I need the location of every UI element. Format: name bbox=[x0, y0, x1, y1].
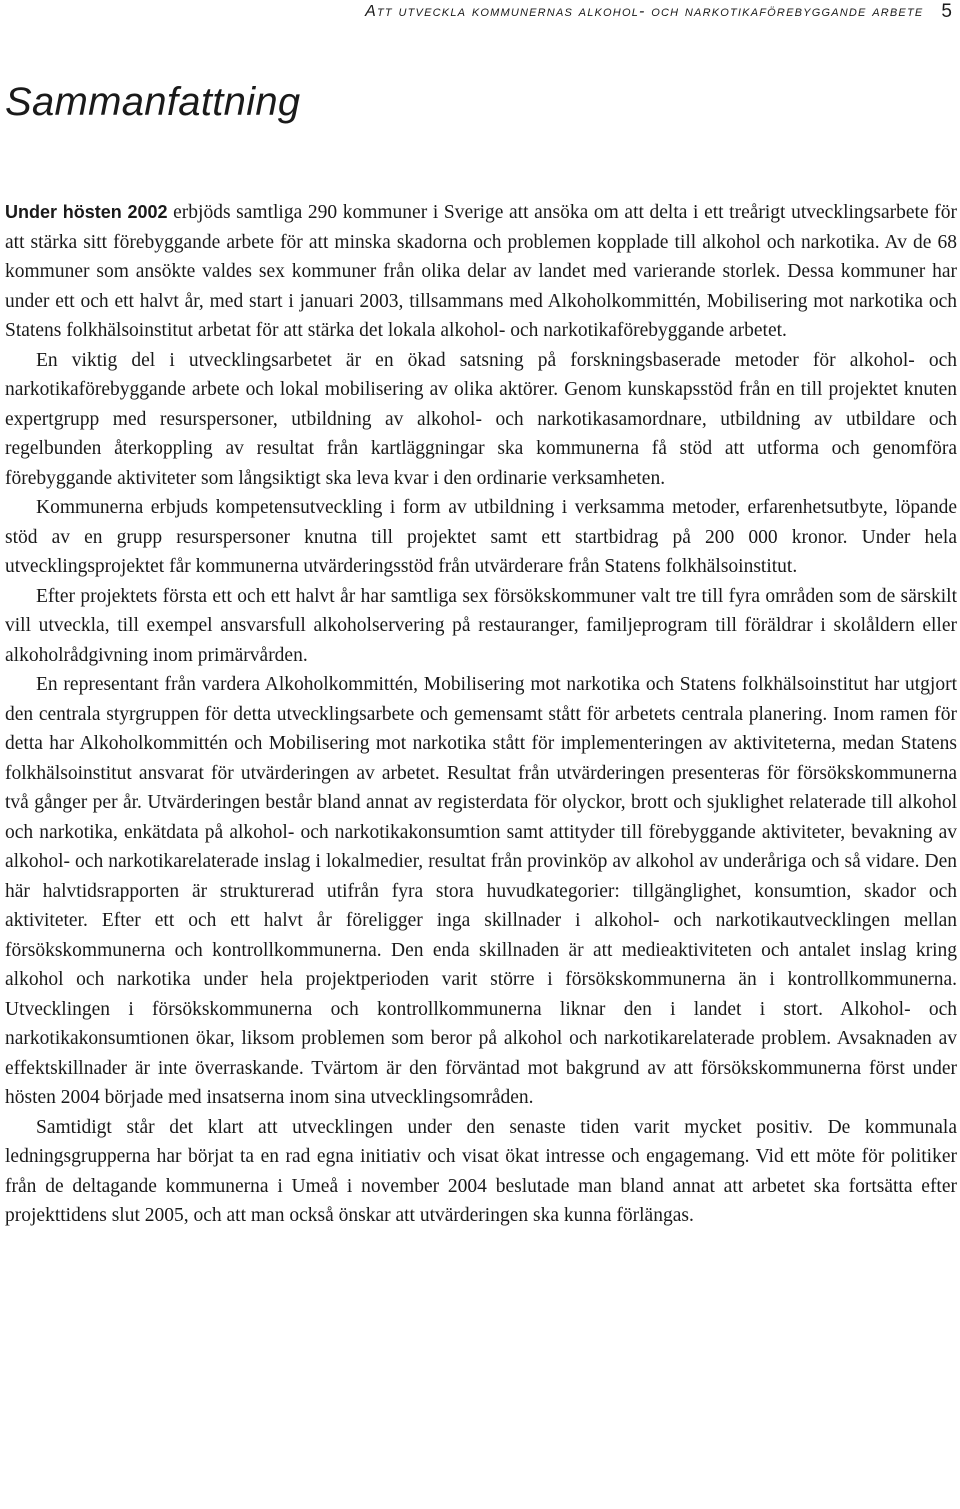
paragraph-2: En viktig del i utvecklingsarbetet är en ökad satsning på forskningsbaserade metoder för alkohol- och narkotikaförebyggande arbete och lokal mobilisering av olika aktörer. Genom kunskapsstöd från en till projektet knuten expertgrupp med resurspersoner, utbildning av alkohol- och narkotikasamordnare, utbildning av utbildare och regelbunden återkoppling av resultat från kartläggningar ska kommunerna få stöd att utforma och genomföra förebyggande aktiviteter som långsiktigt ska leva kvar i den ordinarie verksamheten. bbox=[5, 349, 957, 489]
running-header bbox=[365, 0, 952, 24]
paragraph-1 bbox=[5, 198, 957, 346]
paragraph-6: Samtidigt står det klart att utvecklingen under den senaste tiden varit mycket positiv. De kommunala ledningsgrupperna har börjat ta en rad egna initiativ och visat ökat intresse och engagemang. Vid ett möte för politiker från de deltagande kommunerna i Umeå i november 2004 beslutade man bland annat att arbetet ska fortsätta efter projekttidens slut 2005, och att man också önskar att utvärderingen ska kunna förlängas. bbox=[5, 1116, 957, 1226]
page-number: 5 bbox=[941, 1, 952, 22]
paragraph-4: Efter projektets första ett och ett halvt år har samtliga sex försökskommuner valt tre till fyra områden som de särskilt vill utveckla, till exempel ansvarsfull alkoholservering på restauranger, familjeprogram till föräldrar i skolåldern eller alkoholrådgivning inom primärvården. bbox=[5, 585, 957, 666]
running-title: Att utveckla kommunernas alkohol- och narkotikaförebyggande arbete bbox=[365, 3, 924, 20]
page-title: Sammanfattning bbox=[5, 80, 301, 124]
lead-in-text: Under hösten 2002 bbox=[5, 202, 168, 222]
paragraph-3: Kommunerna erbjuds kompetensutveckling i form av utbildning i verksamma metoder, erfarenhetsutbyte, löpande stöd av en grupp resurspersoner knutna till projektet samt ett startbidrag på 200 000 kronor. Under hela utvecklingsprojektet får kommunerna utvärderingsstöd från utvärderare från Statens folkhälsoinstitut. bbox=[5, 497, 957, 577]
paragraph-5: En representant från vardera Alkoholkommittén, Mobilisering mot narkotika och Statens folkhälsoinstitut har utgjort den centrala styrgruppen för detta utvecklingsarbete och gemensamt stått för arbetets centrala planering. Inom ramen för detta har Alkoholkommittén och Mobilisering mot narkotika stått för implementeringen av aktiviteterna, medan Statens folkhälsoinstitut ansvarat för utvärderingen av arbetet. Resultat från utvärderingen presenteras för försökskommunerna två gånger per år. Utvärderingen består bland annat av registerdata för olyckor, brott och sjuklighet relaterade till alkohol och narkotika, enkätdata på alkohol- och narkotikakonsumtion samt attityder till förebyggande aktiviteter, bevakning av alkohol- och narkotikarelaterade inslag i lokalmedier, resultat från provinköp av alkohol av underåriga och så vidare. Den här halvtidsrapporten är strukturerad utifrån fyra stora huvudkategorier: tillgänglighet, konsumtion, skador och aktiviteter. Efter ett och ett halvt år föreligger inga skillnader i alkohol- och narkotikautvecklingen mellan försökskommunerna och kontrollkommunerna. Den enda skillnaden är att medieaktiviteten och antalet inslag kring alkohol och narkotika under hela projektperioden varit större i försökskommunerna än i kontrollkommunerna. Utvecklingen i försökskommunerna och kontrollkommunerna liknar den i landet i stort. Alkohol- och narkotikakonsumtionen ökar, liksom problemen som beror på alkohol och narkotikarelaterade problem. Avsaknaden av effektskillnader är inte överraskande. Tvärtom är den förväntad mot bakgrund av att försökskommunerna först under hösten 2004 började med insatserna inom sina utvecklingsområden. bbox=[5, 674, 957, 1108]
paragraph-1-text: erbjöds samtliga 290 kommuner i Sverige att ansöka om att delta i ett treårigt utvecklingsarbete för att stärka sitt förebyggande arbete för att minska skadorna och problemen kopplade till alkohol och narkotika. Av de 68 kommuner som ansökte valdes sex kommuner från olika delar av landet med varierande storlek. Dessa kommuner har under ett och ett halvt år, med start i januari 2003, tillsammans med Alkoholkommittén, Mobilisering mot narkotika och Statens folkhälsoinstitut arbetat för att stärka det lokala alkohol- och narkotikaförebyggande arbetet. bbox=[5, 202, 957, 341]
summary-body bbox=[5, 198, 957, 1231]
